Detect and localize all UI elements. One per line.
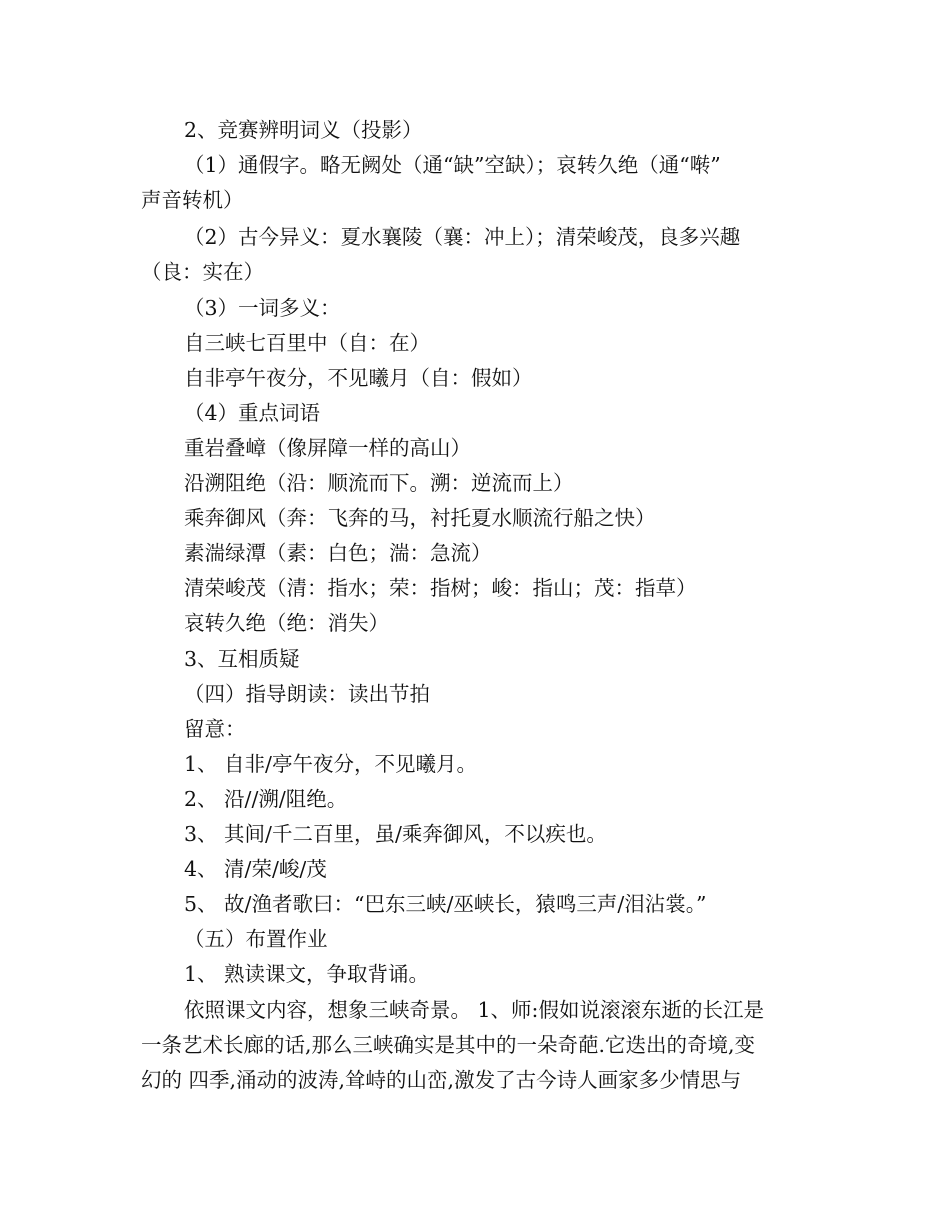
text-line: 1、 熟读课文，争取背诵。 (184, 962, 430, 986)
text-line: 一条艺术长廊的话,那么三峡确实是其中的一朵奇葩.它迭出的奇境,变 (141, 1033, 756, 1057)
text-line: 重岩叠嶂（像屏障一样的高山） (184, 436, 471, 460)
text-line: 素湍绿潭（素：白色；湍：急流） (184, 541, 492, 565)
text-line: 清荣峻茂（清：指水；荣：指树；峻：指山；茂：指草） (184, 576, 697, 600)
text-line: 声音转机） (141, 188, 244, 212)
text-line: 留意： (184, 717, 246, 741)
text-line: 自三峡七百里中（自：在） (184, 331, 430, 355)
text-line: （良：实在） (141, 260, 264, 284)
text-line: 哀转久绝（绝：消失） (184, 611, 389, 635)
text-line: （1）通假字。略无阙处（通“缺”空缺）；哀转久绝（通“啭” (184, 153, 721, 177)
text-line: 2、竞赛辨明词义（投影） (184, 118, 423, 142)
text-line: 幻的 四季,涌动的波涛,耸峙的山峦,激发了古今诗人画家多少情思与 (141, 1068, 742, 1092)
text-line: （3）一词多义： (184, 296, 341, 320)
text-line: （2）古今异义：夏水襄陵（襄：冲上）；清荣峻茂，良多兴趣 (184, 225, 741, 249)
text-line: （四）指导朗读：读出节拍 (184, 682, 430, 706)
text-line: 3、 其间/千二百里，虽/乘奔御风，不以疾也。 (184, 822, 607, 846)
text-line: （4）重点词语 (184, 401, 321, 425)
text-line: 1、 自非/亭午夜分，不见曦月。 (184, 752, 477, 776)
text-line: 3、互相质疑 (184, 647, 300, 671)
text-line: 4、 清/荣/峻/茂 (184, 857, 327, 881)
text-line: 依照课文内容，想象三峡奇景。 1、师:假如说滚滚东逝的长江是 (184, 998, 764, 1022)
text-line: 2、 沿//溯/阻绝。 (184, 787, 348, 811)
text-line: 自非亭午夜分，不见曦月（自：假如） (184, 366, 533, 390)
text-line: （五）布置作业 (184, 927, 328, 951)
text-line: 沿溯阻绝（沿：顺流而下。溯：逆流而上） (184, 471, 574, 495)
text-line: 乘奔御风（奔：飞奔的马，衬托夏水顺流行船之快） (184, 506, 656, 530)
text-line: 5、 故/渔者歌曰：“巴东三峡/巫峡长，猿鸣三声/泪沾裳。” (184, 892, 707, 916)
